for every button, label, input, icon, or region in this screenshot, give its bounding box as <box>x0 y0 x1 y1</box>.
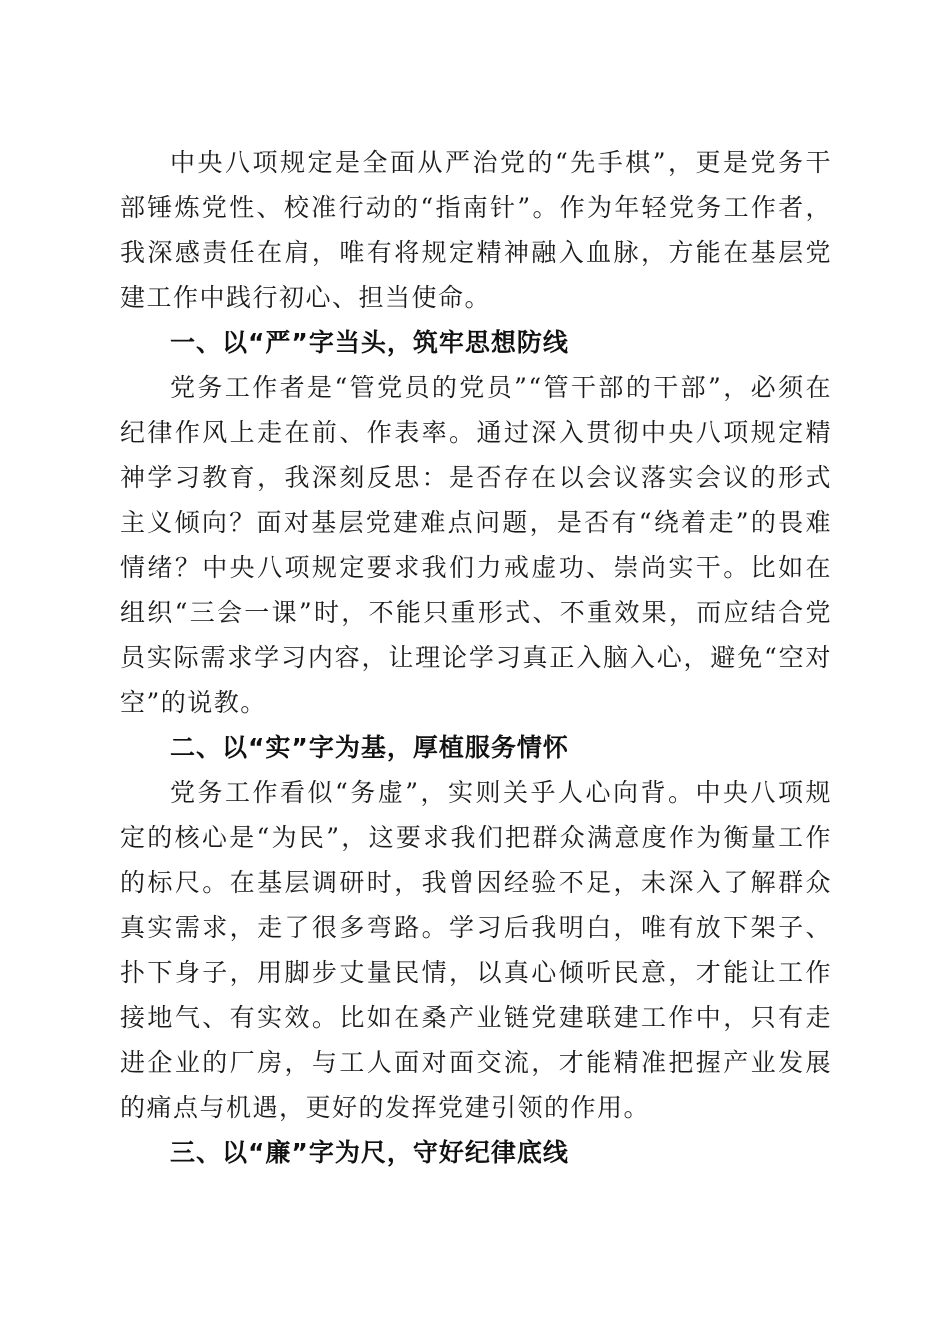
section-1-heading: 一、以“严”字当头，筑牢思想防线 <box>170 328 569 357</box>
section-2-paragraph: 党务工作看似“务虚”，实则关乎人心向背。中央八项规定的核心是“为民”，这要求我们把群众满意度作为衡量工作的标尺。在基层调研时，我曾因经验不足，未深入了解群众真实需求，走了很多弯路。学习后我明白，唯有放下架子、扑下身子，用脚步丈量民情，以真心倾听民意，才能让工作接地气、有实效。比如在桑产业链党建联建工作中，只有走进企业的厂房，与工人面对面交流，才能精准把握产业发展的痛点与机遇，更好的发挥党建引领的作用。 <box>120 778 832 1122</box>
intro-paragraph: 中央八项规定是全面从严治党的“先手棋”，更是党务干部锤炼党性、校准行动的“指南针”。作为年轻党务工作者，我深感责任在肩，唯有将规定精神融入血脉，方能在基层党建工作中践行初心、担当使命。 <box>120 148 832 312</box>
section-3-heading: 三、以“廉”字为尺，守好纪律底线 <box>170 1138 569 1167</box>
section-2-heading: 二、以“实”字为基，厚植服务情怀 <box>170 733 569 762</box>
document-body <box>120 140 832 1175</box>
section-1-paragraph: 党务工作者是“管党员的党员”“管干部的干部”，必须在纪律作风上走在前、作表率。通过深入贯彻中央八项规定精神学习教育，我深刻反思：是否存在以会议落实会议的形式主义倾向？面对基层党建难点问题，是否有“绕着走”的畏难情绪？中央八项规定要求我们力戒虚功、崇尚实干。比如在组织“三会一课”时，不能只重形式、不重效果，而应结合党员实际需求学习内容，让理论学习真正入脑入心，避免“空对空”的说教。 <box>120 373 832 717</box>
